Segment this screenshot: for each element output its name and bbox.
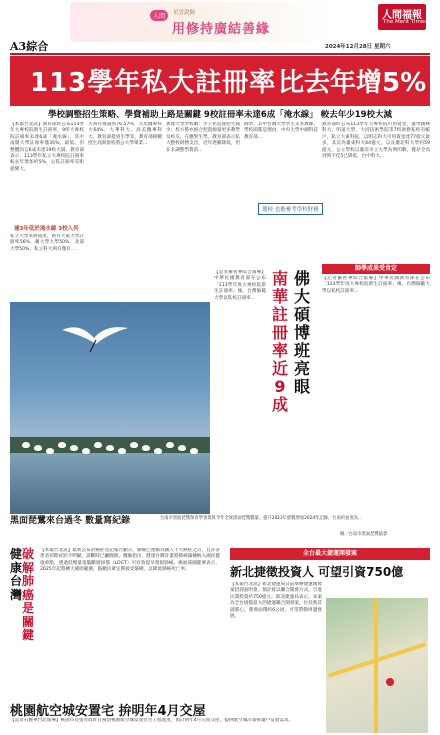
spoonbill-icon xyxy=(46,448,54,454)
spoonbill-icon xyxy=(190,448,198,454)
spoonbill-icon xyxy=(106,445,114,451)
masthead-logo-cn: 人間福報 xyxy=(382,10,422,21)
article-subtitle-1: 連3年低於淹水線 3校入列 xyxy=(14,226,79,232)
spoonbill-icon xyxy=(70,445,78,451)
header-slogan: 用修持廣結善緣 xyxy=(172,22,271,37)
article-column-1: 【本報台北訊】教育部昨公布113學年大專校院新生註冊率，9所大專校院註冊率未達6成「淹水線」，其中南開大學註冊率僅35%，最低。但整體而言6成未達19校大減，教育部表示，113學年私立大專校院註冊率較去年增加約5%，公私註冊率差距從變大。 xyxy=(10,122,84,172)
photo-caption: 黑面琵鷺來台過冬 數量寫紀錄 xyxy=(10,516,131,526)
spoonbill-icon xyxy=(22,442,30,448)
article-column-4: 師學，其中台灣大學學生未來教師，學校即都是理由，中央大學中國科技教育部... xyxy=(244,122,318,140)
spoonbill-icon xyxy=(154,448,162,454)
page-header xyxy=(0,0,440,56)
spoonbill-icon xyxy=(34,445,42,451)
header-rule xyxy=(10,53,430,55)
header-tagline: 星雲說偈 xyxy=(173,10,196,16)
spoonbill-photo xyxy=(10,302,210,514)
vertical-headline-2-col2: 破解肺癌是關鍵 xyxy=(22,547,35,642)
spoonbill-icon xyxy=(58,442,66,448)
development-map xyxy=(326,598,428,733)
photo-side-text: 【記者羅智華綜合報導】中華民國教育部在公布「113學年度大專校院新生註冊率」後，台灣師範大學以私校註冊率... xyxy=(214,270,266,301)
header-tag: 人間 xyxy=(150,10,168,21)
spoonbill-icon xyxy=(82,448,90,454)
spoonbill-icon xyxy=(178,445,186,451)
vertical-headline-col1: 南華註冊率近9成 xyxy=(271,269,288,414)
headline-subtitle: 學校調整招生策略、學費補助上路是關鍵 9校註冊率未達6成「淹水線」 較去年少19校大減 xyxy=(47,110,393,120)
headline-main-2: 比去年增5% xyxy=(278,68,427,98)
bottom-text: 【記者石麗華台北報導】桃園市長張善政昨日視察桃園航空城安置住宅工程進度，預計明年4月完成交屋，提供航空城計畫拆遷戶安置需求。 xyxy=(10,718,294,723)
vertical-headline xyxy=(270,270,314,502)
infobox-title: 師學成果受肯定 xyxy=(322,264,430,274)
map-pin-icon xyxy=(386,678,394,686)
headline-main: 113學年私大註冊率 xyxy=(30,68,277,98)
article-column-3: 異理大學學校數：少子化造成招生減少；校方將亦組合把資源量更多教學及校友，在應對生學。教育部表示私大整校財務支出，近年逐漸降低，但在未調整學費前... xyxy=(166,122,240,153)
infobox-text: 【記者羅智華綜合報導】中華民國教育部在公布「113學年度大專校院新生註冊率」後，台灣師範大學以私校註冊率... xyxy=(322,276,430,294)
article-subtitle-2: 選校 也應參考學校財務 xyxy=(258,203,323,215)
section-band: 全台最大捷運開發案 xyxy=(230,548,430,560)
section-label: A3綜合 xyxy=(10,40,49,53)
masthead-logo-en: The Merit Times xyxy=(383,19,428,25)
spoonbill-icon xyxy=(130,442,138,448)
vertical-headline-2 xyxy=(10,548,34,698)
article-column-6: 教育部昨公布113學年大專校院可用資金，運學國林科大、明道大學、大同技術學院等7校財務私校有帳戶，私立大東科院，以明志科大可用資金達77億元最多，其次為臺東科大64億元，以及臺北科大學約59億元，公立學校以臺北市立大學為例的數，僅存全高到到不佳5已降低，台中科大... xyxy=(322,122,430,160)
spoonbill-icon xyxy=(94,442,102,448)
photo-credit: 圖／台南市黑面琵鷺協會 xyxy=(340,532,388,537)
vertical-headline-col2: 佛大碩博班亮眼 xyxy=(293,269,310,396)
photo-water xyxy=(10,453,210,514)
issue-date: 2024年12月28日 星期六 xyxy=(325,44,391,50)
spoonbill-icon xyxy=(166,442,174,448)
map-road xyxy=(374,598,378,733)
xinbei-title: 新北捷徵投資人 可望引資750億 xyxy=(230,565,404,579)
xinbei-text: 【本報台北訊】新北捷運局日前舉辦捷運開發案招商說明會，預計將以聯合開發方式，引進民間投資約750億元。新北捷運局表示，本案為全台規模最大的捷運聯合開發案，位於新莊副都心，開發面積約6公頃，可望帶動周邊發展。 xyxy=(230,582,322,620)
bottom-headline: 桃園航空城安置宅 拚明年4月交屋 xyxy=(10,704,206,719)
article-2-text: 【本報台北訊】最新公布的癌症登記報告顯示，肺癌已連續為國人十大癌症之首，且許多患者初期症狀不明顯，診斷時已屬晚期。醫師指出，健康台灣計畫將肺癌篩檢納入國民健康重點，透過低劑量電腦斷層掃描（LDCT）可有效提早發現肺癌。衛福部國健署表示，2025年起將擴大補助範圍，鼓勵民眾定期接受篩檢，以降低肺癌死亡率。 xyxy=(40,548,220,573)
headline-band xyxy=(10,56,430,106)
article-column-5: 私立大學來源成產，則有大東大學註冊率56%、稱大學大學50%、北部大學50%；私立科大則有僅有... xyxy=(10,234,84,252)
flying-spoonbill-icon xyxy=(60,320,130,360)
vertical-headline-2-col1: 健康台灣 xyxy=(10,547,23,602)
article-column-2: 大到有遞減到76.57%，元培醫專科大64%、大華科大、高美醫專科大、教育部提到生學等。教育部相關招生高與留校將公大學畢業... xyxy=(88,122,162,147)
spoonbill-icon xyxy=(118,448,126,454)
spoonbill-icon xyxy=(142,445,150,451)
photo-note: 台南市黑面琵鷺保育學會推算今年全球黑面琵鷺數量，提升2023年族數增加2024年記錄，台南約並度為... xyxy=(160,516,363,521)
